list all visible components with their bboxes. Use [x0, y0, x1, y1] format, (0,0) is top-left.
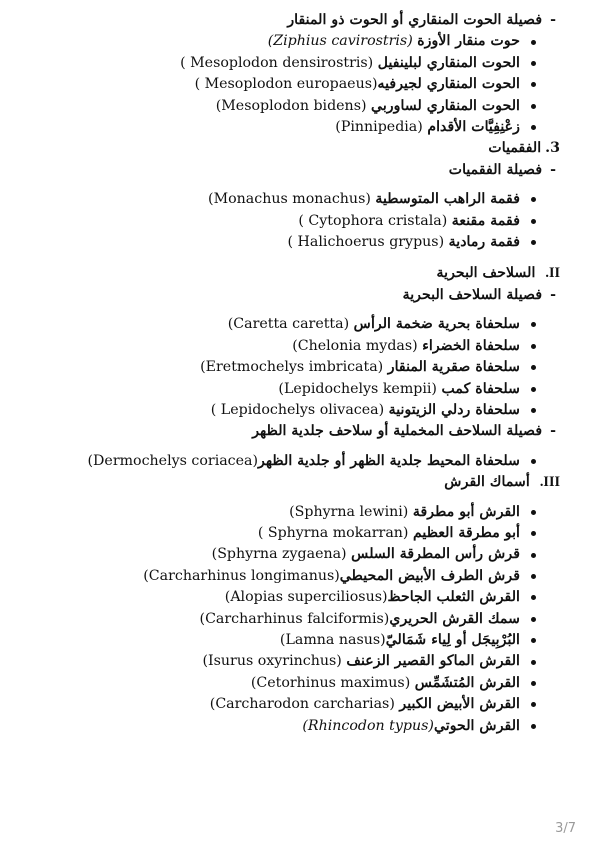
latin-name: (Sphyrna zygaena) — [211, 546, 347, 563]
arabic-name: القرش أبو مطرقة — [412, 503, 520, 520]
latin-name: (Monachus monachus) — [208, 191, 371, 208]
bullet-icon — [531, 574, 536, 579]
list-item — [14, 400, 560, 421]
latin-name: (Carcharhinus longimanus) — [143, 567, 340, 584]
arabic-name: الحوت المنقاري لجيرفيه — [377, 76, 520, 93]
bullet-icon — [531, 240, 536, 245]
arabic-name: سلحفاة المحيط جلدية الظهر أو جلدية الظهر — [258, 452, 520, 469]
list-item — [14, 74, 560, 95]
list-item — [14, 96, 560, 117]
list-item — [14, 31, 560, 52]
page-number: 3/7 — [555, 821, 576, 836]
bullet-icon — [531, 595, 536, 600]
section-heading-seals — [14, 138, 560, 159]
arabic-name: القرش الماكو القصير الزعنف — [346, 653, 520, 670]
latin-name: ( Mesoplodon densirostris) — [180, 54, 374, 71]
latin-name: (Carcharodon carcharias) — [209, 696, 395, 713]
latin-name: (Chelonia mydas) — [292, 337, 418, 354]
list-item — [14, 53, 560, 74]
section-title: السلاحف البحرية — [436, 265, 536, 282]
section-number: II. — [545, 265, 560, 282]
arabic-name: أبو مطرقة العظيم — [412, 524, 520, 541]
latin-name: (Pinnipedia) — [335, 119, 423, 136]
list-item — [14, 336, 560, 357]
list-item — [14, 716, 560, 737]
family-heading-leatherback — [14, 421, 560, 442]
latin-name: (Lamna nasus) — [279, 631, 386, 648]
latin-name: (Carcharhinus falciformis) — [199, 610, 390, 627]
bullet-icon — [531, 387, 536, 392]
bullet-icon — [531, 408, 536, 413]
list-item — [14, 651, 560, 672]
family-heading-sea-turtles — [14, 285, 560, 306]
list-item — [14, 314, 560, 335]
bullet-icon — [531, 531, 536, 536]
family-heading-text: - فصيلة السلاحف البحرية — [402, 286, 543, 303]
bullet-icon — [531, 82, 536, 87]
latin-name: (Rhincodon typus) — [302, 717, 434, 734]
bullet-icon — [531, 660, 536, 665]
bullet-icon — [531, 702, 536, 707]
list-item — [14, 502, 560, 523]
bullet-icon — [531, 125, 536, 130]
arabic-name: سلحفاة بحرية ضخمة الرأس — [353, 316, 520, 333]
family-heading-beaked-whales — [14, 10, 560, 31]
latin-name: (Alopias superciliosus) — [224, 589, 388, 606]
bullet-icon — [531, 61, 536, 66]
arabic-name: زعْنِفِيَّات الأقدام — [427, 119, 520, 136]
arabic-name: سلحفاة ردلي الزيتونية — [388, 401, 520, 418]
family-heading-text: - فصيلة السلاحف المخملية أو سلاحف جلدية الظهر — [252, 423, 543, 440]
list-item — [14, 673, 560, 694]
latin-name: ( Halichoerus grypus) — [287, 234, 445, 251]
section-title: الفقميات — [488, 140, 542, 157]
list-item — [14, 211, 560, 232]
arabic-name: فقمة رمادية — [448, 234, 520, 251]
list-item — [14, 117, 560, 138]
list-item — [14, 630, 560, 651]
section-heading-sharks — [14, 472, 560, 493]
bullet-icon — [531, 617, 536, 622]
latin-name: (Isurus oxyrinchus) — [202, 653, 342, 670]
arabic-name: سلحفاة الخضراء — [422, 337, 520, 354]
latin-name: ( Cytophora cristala) — [298, 212, 448, 229]
latin-name: (Caretta caretta) — [227, 316, 350, 333]
bullet-icon — [531, 510, 536, 515]
latin-name: ( Lepidochelys olivacea) — [210, 401, 385, 418]
arabic-name: فقمة مقنعة — [451, 212, 520, 229]
arabic-name: فقمة الراهب المتوسطية — [375, 191, 520, 208]
bullet-icon — [531, 459, 536, 464]
bullet-icon — [531, 197, 536, 202]
bullet-icon — [531, 724, 536, 729]
family-heading-text: - فصيلة الحوت المنقاري أو الحوت ذو المنقار — [287, 12, 543, 28]
list-item — [14, 232, 560, 253]
arabic-name: القرش الأبيض الكبير — [399, 696, 520, 713]
latin-name: (Dermochelys coriacea) — [87, 452, 259, 469]
bullet-icon — [531, 219, 536, 224]
latin-name: (Ziphius cavirostris) — [267, 33, 413, 50]
arabic-name: القرش المُتشَمِّس — [414, 674, 520, 691]
latin-name: (Cetorhinus maximus) — [250, 674, 411, 691]
arabic-name: سلحفاة كمب — [441, 380, 520, 397]
latin-name: ( Sphyrna mokarran) — [257, 524, 409, 541]
arabic-name: القرش الثعلب الجاحظ — [387, 589, 520, 606]
section-title: أسماك القرش — [444, 474, 530, 491]
list-item — [14, 544, 560, 565]
list-item — [14, 694, 560, 715]
latin-name: (Lepidochelys kempii) — [278, 380, 437, 397]
arabic-name: سمك القرش الحريري — [389, 610, 520, 627]
section-number: 3. — [545, 140, 560, 157]
latin-name: (Mesoplodon bidens) — [215, 97, 367, 114]
list-item — [14, 357, 560, 378]
list-item — [14, 523, 560, 544]
arabic-name: الحوت المنقاري لبلينفيل — [377, 54, 520, 71]
arabic-name: سلحفاة صقرية المنقار — [387, 359, 520, 376]
section-heading-turtles — [14, 263, 560, 284]
latin-name: (Sphyrna lewini) — [289, 503, 409, 520]
latin-name: ( Mesoplodon europaeus) — [194, 76, 378, 93]
arabic-name: حوت منقار الأوزة — [417, 33, 520, 50]
family-heading-seals — [14, 160, 560, 181]
bullet-icon — [531, 104, 536, 109]
bullet-icon — [531, 365, 536, 370]
bullet-icon — [531, 553, 536, 558]
arabic-name: البُرْبِيجَل أو لِياء شَمَاليّ — [385, 631, 520, 648]
bullet-icon — [531, 344, 536, 349]
list-item — [14, 379, 560, 400]
list-item — [14, 189, 560, 210]
list-item — [14, 609, 560, 630]
arabic-name: قرش الطرف الأبيض المحيطي — [339, 567, 520, 584]
arabic-name: القرش الحوتي — [433, 717, 520, 734]
bullet-icon — [531, 322, 536, 327]
bullet-icon — [531, 681, 536, 686]
latin-name: (Eretmochelys imbricata) — [200, 359, 384, 376]
list-item — [14, 451, 560, 472]
bullet-icon — [531, 40, 536, 45]
bullet-icon — [531, 638, 536, 643]
list-item — [14, 566, 560, 587]
arabic-name: الحوت المنقاري لساوربي — [371, 97, 520, 114]
document-content — [14, 10, 560, 737]
list-item — [14, 587, 560, 608]
family-heading-text: - فصيلة الفقميات — [448, 161, 543, 178]
section-number: III. — [539, 474, 560, 491]
arabic-name: قرش رأس المطرقة السلس — [351, 546, 520, 563]
